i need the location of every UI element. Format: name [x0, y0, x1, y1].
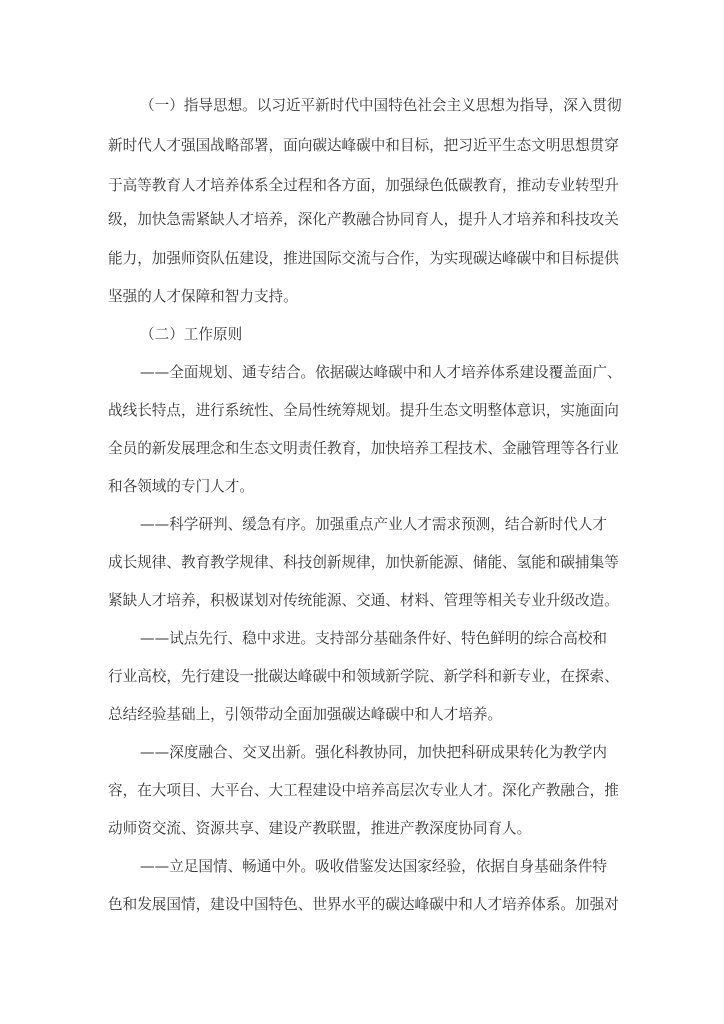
text-line-5: 能力，加强师资队伍建设，推进国际交流与合作，为实现碳达峰碳中和目标提供	[108, 250, 619, 267]
text-line-13: 成长规律、教育教学规律、科技创新规律，加快新能源、储能、氢能和碳捕集等	[108, 554, 619, 571]
text-line-8: ——全面规划、通专结合。依据碳达峰碳中和人才培养体系建设覆盖面广、	[140, 364, 622, 381]
text-line-6: 坚强的人才保障和智力支持。	[108, 288, 298, 305]
text-line-20: 动师资交流、资源共享、建设产教联盟，推进产教深度协同育人。	[108, 820, 532, 837]
text-line-12: ——科学研判、缓急有序。加强重点产业人才需求预测，结合新时代人才	[140, 516, 608, 533]
text-line-10: 全员的新发展理念和生态文明责任教育，加快培养工程技术、金融管理等各行业	[108, 440, 619, 457]
text-line-11: 和各领域的专门人才。	[108, 478, 254, 495]
text-line-1: （一）指导思想。以习近平新时代中国特色社会主义思想为指导，深入贯彻	[140, 97, 622, 114]
text-line-22: 色和发展国情，建设中国特色、世界水平的碳达峰碳中和人才培养体系。加强对	[108, 896, 619, 913]
text-line-9: 战线长特点，进行系统性、全局性统筹规划。提升生态文明整体意识，实施面向	[108, 402, 619, 419]
text-line-18: ——深度融合、交叉出新。强化科教协同，加快把科研成果转化为教学内	[140, 744, 608, 761]
text-line-19: 容，在大项目、大平台、大工程建设中培养高层次专业人才。深化产教融合，推	[108, 782, 619, 799]
text-line-4: 级，加快急需紧缺人才培养，深化产教融合协同育人，提升人才培养和科技攻关	[108, 211, 619, 228]
text-line-14: 紧缺人才培养，积极谋划对传统能源、交通、材料、管理等相关专业升级改造。	[108, 592, 619, 609]
text-line-15: ——试点先行、稳中求进。支持部分基础条件好、特色鲜明的综合高校和	[140, 630, 608, 647]
text-line-3: 于高等教育人才培养体系全过程和各方面，加强绿色低碳教育，推动专业转型升	[108, 177, 619, 194]
text-line-16: 行业高校，先行建设一批碳达峰碳中和领域新学院、新学科和新专业，在探索、	[108, 668, 619, 685]
text-line-21: ——立足国情、畅通中外。吸收借鉴发达国家经验，依据自身基础条件特	[140, 858, 608, 875]
text-line-17: 总结经验基础上，引领带动全面加强碳达峰碳中和人才培养。	[108, 706, 503, 723]
section-heading: （二）工作原则	[140, 326, 243, 343]
text-line-2: 新时代人才强国战略部署，面向碳达峰碳中和目标，把习近平生态文明思想贯穿	[108, 137, 619, 154]
